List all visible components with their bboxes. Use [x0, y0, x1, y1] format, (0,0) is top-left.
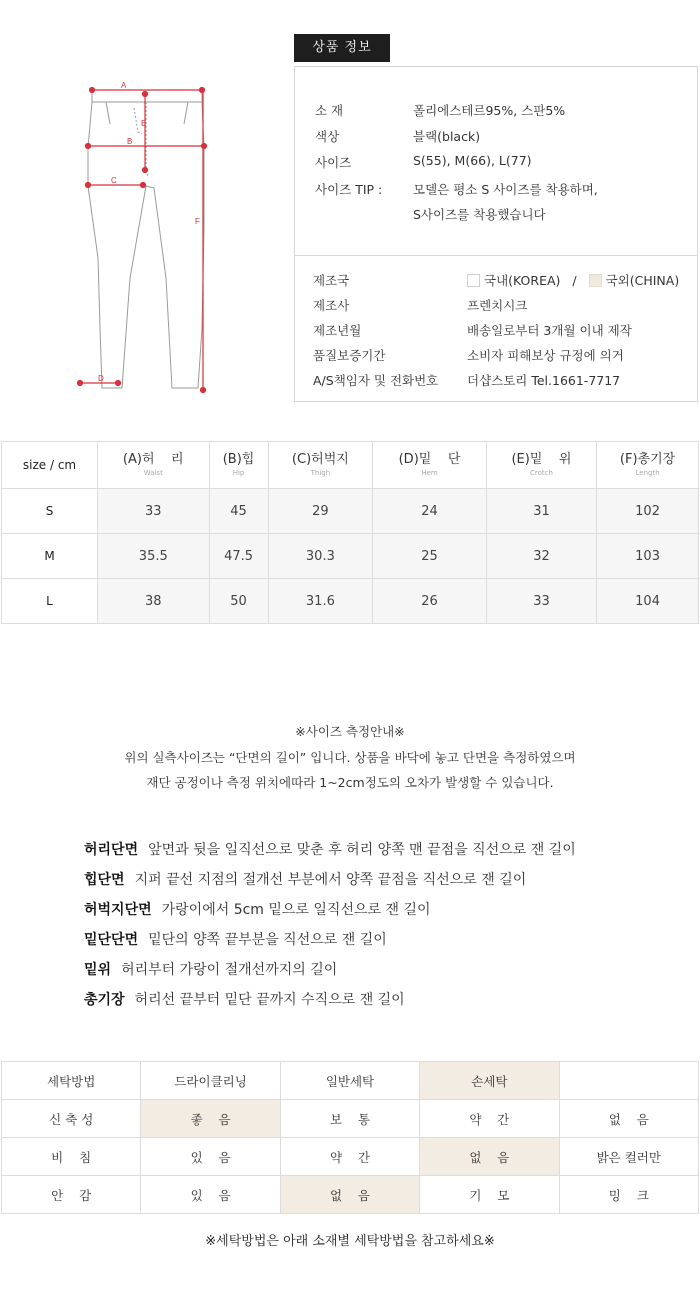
info-key-origin: 제조국	[313, 273, 350, 288]
size-cell: 104	[597, 579, 699, 624]
size-table-header	[2, 442, 699, 489]
wash-notice: ※세탁방법은 아래 소재별 세탁방법을 참고하세요※	[205, 1234, 495, 1249]
wash-cell: 있 음	[141, 1176, 280, 1214]
col-label: (F)총기장	[619, 452, 676, 467]
origin-separator: /	[572, 273, 577, 288]
size-cell: 38	[98, 579, 210, 624]
size-cell: 33	[486, 579, 596, 624]
col-thigh	[268, 442, 373, 489]
size-table	[1, 441, 699, 624]
col-hem	[373, 442, 487, 489]
wash-cell: 기 모	[420, 1176, 559, 1214]
checkbox-domestic	[467, 274, 480, 287]
col-crotch	[486, 442, 596, 489]
definition-term: 힙단면	[84, 872, 125, 888]
info-key-material: 소 재	[315, 103, 344, 118]
wash-row-sheer	[2, 1138, 699, 1176]
wash-cell-selected: 없 음	[420, 1138, 559, 1176]
definition-term: 총기장	[84, 992, 125, 1008]
col-length	[597, 442, 699, 489]
col-label: (C)허벅지	[291, 452, 349, 467]
info-value-as: 더샵스토리 Tel.1661-7717	[467, 373, 621, 388]
size-row-m	[2, 534, 699, 579]
size-cell: 45	[209, 489, 268, 534]
size-cell: 102	[597, 489, 699, 534]
wash-table	[1, 1061, 699, 1214]
size-cell: 29	[268, 489, 373, 534]
col-waist	[98, 442, 210, 489]
size-cell: 31.6	[268, 579, 373, 624]
definition-hem	[84, 929, 387, 949]
definition-desc: 밑단의 양쪽 끝부분을 직선으로 잰 길이	[148, 932, 387, 948]
definition-desc: 허리부터 가랑이 절개선까지의 길이	[121, 962, 338, 978]
info-value-origin	[467, 271, 679, 289]
label-a: A	[121, 81, 127, 90]
definition-desc: 지퍼 끝선 지점의 절개선 부분에서 양쪽 끝점을 직선으로 잰 길이	[134, 872, 527, 888]
wash-cell: 밍 크	[559, 1176, 698, 1214]
col-label: (D)밑 단	[398, 452, 461, 467]
info-value-size: S(55), M(66), L(77)	[413, 153, 532, 168]
info-divider	[295, 255, 697, 256]
definition-waist	[84, 839, 576, 859]
info-key-size-tip: 사이즈 TIP :	[315, 182, 383, 197]
size-cell: 26	[373, 579, 487, 624]
col-label: (A)허 리	[122, 452, 184, 467]
guide-line-1: 위의 실측사이즈는 “단면의 길이” 입니다. 상품을 바닥에 놓고 단면을 측정하였으며	[124, 750, 576, 765]
wash-cell: 비 침	[2, 1138, 141, 1176]
pants-measurement-diagram	[70, 78, 230, 398]
guide-line-2: 재단 공정이나 측정 위치에따라 1~2cm정도의 오차가 발생할 수 있습니다.	[146, 775, 554, 790]
wash-row-lining	[2, 1176, 699, 1214]
product-info-tab: 상품 정보	[294, 34, 390, 62]
label-e: E	[141, 119, 147, 128]
info-value-material: 폴리에스테르95%, 스판5%	[413, 103, 566, 118]
col-hip	[209, 442, 268, 489]
size-cell: 30.3	[268, 534, 373, 579]
size-cell: 47.5	[209, 534, 268, 579]
definition-desc: 앞면과 뒷을 일직선으로 맞춘 후 허리 양쪽 맨 끝점을 직선으로 잰 길이	[148, 842, 576, 858]
wash-cell	[559, 1062, 698, 1100]
definition-term: 밑위	[84, 962, 112, 978]
wash-row-method	[2, 1062, 699, 1100]
info-key-warranty: 품질보증기간	[313, 348, 386, 363]
wash-cell: 밝은 컬러만	[559, 1138, 698, 1176]
info-key-size: 사이즈	[315, 155, 352, 170]
label-c: C	[111, 176, 117, 185]
col-sublabel: Crotch	[530, 469, 553, 477]
info-key-as: A/S책임자 및 전화번호	[313, 373, 439, 388]
wash-cell: 없 음	[559, 1100, 698, 1138]
size-label: M	[2, 534, 98, 579]
wash-cell-selected: 좋 음	[141, 1100, 280, 1138]
info-value-color: 블랙(black)	[413, 129, 481, 144]
size-cell: 25	[373, 534, 487, 579]
size-cell: 50	[209, 579, 268, 624]
wash-cell: 안 감	[2, 1176, 141, 1214]
wash-cell: 드라이클리닝	[141, 1062, 280, 1100]
definition-term: 허벅지단면	[84, 902, 152, 918]
info-key-maker: 제조사	[313, 298, 350, 313]
size-row-s	[2, 489, 699, 534]
wash-row-stretch	[2, 1100, 699, 1138]
wash-cell: 신 축 성	[2, 1100, 141, 1138]
definition-thigh	[84, 899, 431, 919]
wash-cell: 보 통	[280, 1100, 419, 1138]
col-label: (B)힙	[222, 452, 255, 467]
definition-term: 허리단면	[84, 842, 139, 858]
guide-title: ※사이즈 측정안내※	[295, 724, 405, 739]
info-value-size-tip: 모델은 평소 S 사이즈를 착용하며,	[413, 182, 598, 197]
product-info-box	[294, 66, 698, 402]
pants-outline	[88, 90, 204, 388]
col-sublabel: Length	[635, 469, 660, 477]
wash-cell: 세탁방법	[2, 1062, 141, 1100]
size-cell: 31	[486, 489, 596, 534]
wash-cell: 일반세탁	[280, 1062, 419, 1100]
origin-foreign-label: 국외(CHINA)	[605, 273, 680, 288]
info-key-date: 제조년월	[313, 323, 362, 338]
label-d: D	[98, 374, 104, 383]
wash-cell: 약 간	[420, 1100, 559, 1138]
size-cell: 35.5	[98, 534, 210, 579]
label-b: B	[127, 137, 133, 146]
info-key-color: 색상	[315, 129, 340, 144]
definition-desc: 가랑이에서 5cm 밑으로 일직선으로 잰 길이	[161, 902, 431, 918]
size-table-corner: size / cm	[2, 442, 98, 489]
col-sublabel: Hem	[421, 469, 438, 477]
col-sublabel: Thigh	[310, 469, 331, 477]
size-cell: 103	[597, 534, 699, 579]
size-label: L	[2, 579, 98, 624]
definition-hip	[84, 869, 526, 889]
wash-cell-selected: 손세탁	[420, 1062, 559, 1100]
info-value-warranty: 소비자 피해보상 규정에 의거	[467, 348, 624, 363]
label-f: F	[195, 217, 200, 226]
col-sublabel: Hip	[232, 469, 245, 477]
size-row-l	[2, 579, 699, 624]
definition-crotch	[84, 959, 337, 979]
definition-length	[84, 989, 405, 1009]
checkbox-foreign	[589, 274, 602, 287]
col-sublabel: Waist	[143, 469, 163, 477]
info-value-size-tip-line2: S사이즈를 착용했습니다	[413, 207, 546, 222]
wash-cell: 있 음	[141, 1138, 280, 1176]
col-label: (E)밑 위	[511, 452, 572, 467]
wash-cell-selected: 없 음	[280, 1176, 419, 1214]
origin-domestic-label: 국내(KOREA)	[484, 273, 561, 288]
size-cell: 32	[486, 534, 596, 579]
info-value-maker: 프렌치시크	[467, 298, 528, 313]
measurement-lines	[78, 88, 207, 393]
size-label: S	[2, 489, 98, 534]
wash-cell: 약 간	[280, 1138, 419, 1176]
size-cell: 24	[373, 489, 487, 534]
definition-term: 밑단단면	[84, 932, 139, 948]
size-cell: 33	[98, 489, 210, 534]
info-value-date: 배송일로부터 3개월 이내 제작	[467, 323, 632, 338]
definition-desc: 허리선 끝부터 밑단 끝까지 수직으로 잰 길이	[134, 992, 405, 1008]
